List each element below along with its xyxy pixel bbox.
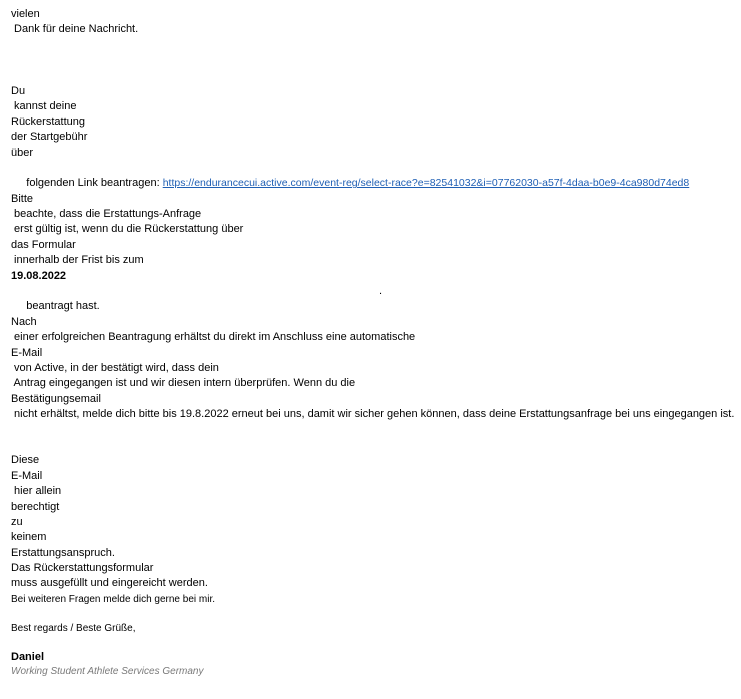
confirmation-line-7: nicht erhältst, melde dich bitte bis 19.8.2022 erneut bei uns, damit wir sicher gehen können, dass deine Erstattungsanfrage bei uns eingegangen ist. xyxy=(11,408,735,421)
refund-line-4: der Startgebühr xyxy=(11,131,88,144)
spacer xyxy=(11,607,736,621)
refund-line-2: kannst deine xyxy=(11,100,77,113)
refund-form-link[interactable]: https://endurancecui.active.com/event-reg/select-race?e=82541032&i=07762030-a57f-4daa-b0e9-4ca980d74ed8 xyxy=(162,177,690,190)
spacer xyxy=(11,636,736,650)
spacer xyxy=(11,423,736,454)
confirmation-line-5: Antrag eingegangen ist und wir diesen intern überprüfen. Wenn du die xyxy=(11,377,356,390)
deadline-line-7-row xyxy=(11,284,736,313)
greeting-line-1: vielen xyxy=(11,8,40,20)
deadline-line-3: erst gültig ist, wenn du die Rückerstattung über xyxy=(11,223,244,236)
spacer xyxy=(11,69,736,84)
spacer xyxy=(11,299,736,314)
deadline-line-5: innerhalb der Frist bis zum xyxy=(11,254,144,267)
deadline-date: 19.08.2022 xyxy=(11,269,67,282)
disclaimer-line-4: berechtigt xyxy=(11,500,60,513)
disclaimer-line-8: Das Rückerstattungsformular xyxy=(11,562,154,575)
questions-line: Bei weiteren Fragen melde dich gerne bei mir. xyxy=(11,593,215,605)
confirmation-line-1: Nach xyxy=(11,315,37,328)
confirmation-line-2: einer erfolgreichen Beantragung erhältst du direkt im Anschluss eine automatische xyxy=(11,331,416,344)
refund-line-5: über xyxy=(11,146,34,159)
confirmation-line-4: von Active, in der bestätigt wird, dass dein xyxy=(11,362,219,374)
signature-name: Daniel xyxy=(11,650,45,663)
deadline-line-2: beachte, dass die Erstattungs-Anfrage xyxy=(11,208,202,221)
email-body xyxy=(11,7,736,679)
confirmation-line-6: Bestätigungsemail xyxy=(11,392,101,405)
disclaimer-line-7: Erstattungsanspruch. xyxy=(11,546,115,559)
confirmation-line-3: E-Mail xyxy=(11,346,43,359)
stray-dot: . xyxy=(379,285,383,298)
deadline-line-4: das Formular xyxy=(11,238,76,251)
deadline-line-7: beantragt hast. xyxy=(23,300,100,313)
regards-line: Best regards / Beste Grüße, xyxy=(11,622,136,634)
refund-link-line xyxy=(11,161,736,190)
refund-line-1: Du xyxy=(11,84,26,97)
disclaimer-line-1: Diese xyxy=(11,454,40,467)
greeting-line-2: Dank für deine Nachricht. xyxy=(11,23,139,36)
disclaimer-line-6: keinem xyxy=(11,531,47,544)
refund-link-prefix: folgenden Link beantragen: xyxy=(23,177,163,190)
refund-line-3: Rückerstattung xyxy=(11,115,85,128)
deadline-line-1: Bitte xyxy=(11,192,34,205)
disclaimer-line-9: muss ausgefüllt und eingereicht werden. xyxy=(11,577,208,590)
disclaimer-line-3: hier allein xyxy=(11,485,62,498)
spacer xyxy=(11,38,736,69)
disclaimer-line-5: zu xyxy=(11,515,23,528)
disclaimer-line-2: E-Mail xyxy=(11,469,43,482)
signature-title: Working Student Athlete Services Germany xyxy=(11,666,204,678)
